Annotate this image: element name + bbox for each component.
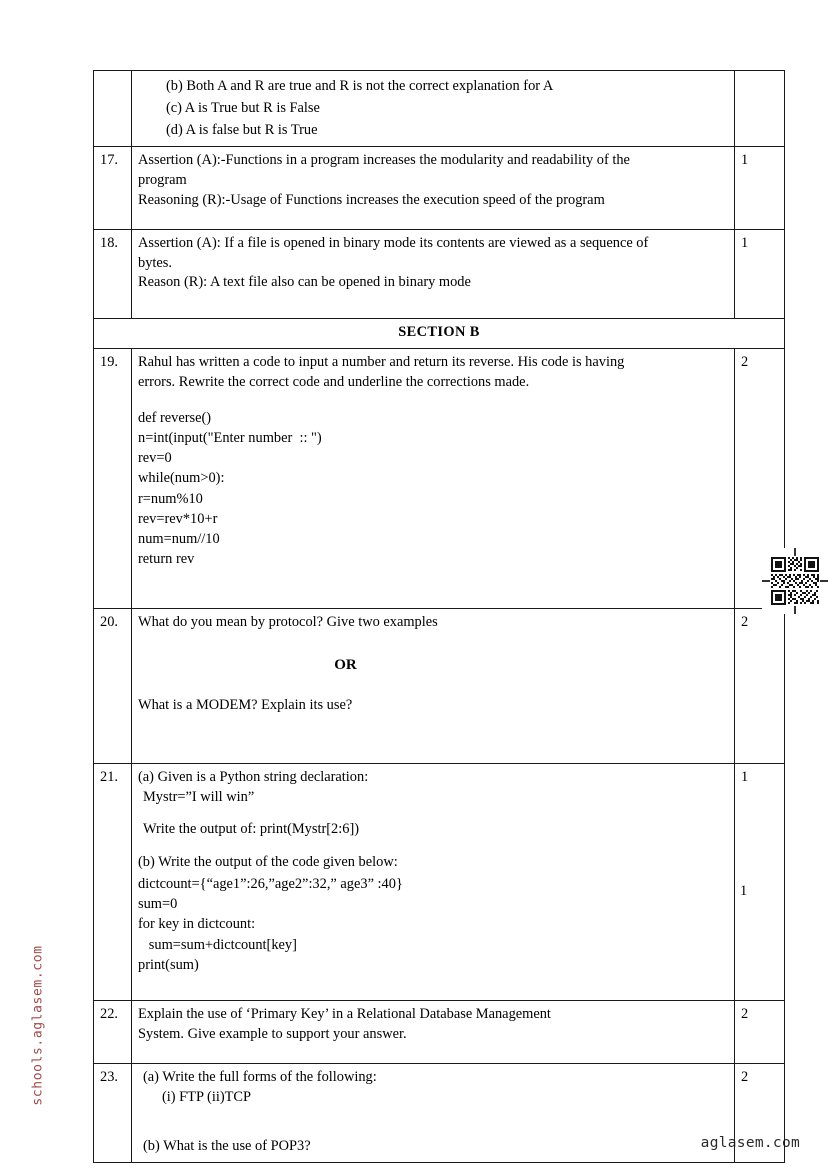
question-number-23: 23. <box>94 1063 132 1163</box>
marks-22: 2 <box>735 1000 785 1063</box>
code-line: for key in dictcount: <box>138 916 256 933</box>
table-row-question-17 <box>94 147 785 230</box>
table-row-question-23 <box>94 1063 785 1163</box>
spacer <box>138 1107 728 1137</box>
code-line: sum=0 <box>138 896 178 913</box>
question-20-primary: What do you mean by protocol? Give two examples <box>138 614 438 631</box>
question-paper-table <box>93 70 785 1163</box>
question-23-part-b: (b) What is the use of POP3? <box>143 1138 311 1155</box>
question-body-17 <box>132 147 735 230</box>
question-body-20 <box>132 609 735 763</box>
question-body-22 <box>132 1000 735 1063</box>
code-line: num=num//10 <box>138 530 220 547</box>
footer-watermark: aglasem.com <box>700 1135 800 1151</box>
marks-20: 2 <box>735 609 785 763</box>
question-number-19: 19. <box>94 349 132 609</box>
code-line: rev=rev*10+r <box>138 510 218 527</box>
side-watermark: schools.aglasem.com <box>30 945 46 1106</box>
marks-18: 1 <box>735 229 785 319</box>
marks-17: 1 <box>735 147 785 230</box>
question-18-line-3: Reason (R): A text file also can be opened in binary mode <box>138 274 471 291</box>
spacer <box>138 716 728 758</box>
marks-21-cell <box>735 763 785 1000</box>
table-row-options-carryover <box>94 71 785 147</box>
question-21-part-a-task: Write the output of: print(Mystr[2:6]) <box>143 821 360 838</box>
question-21-part-b-prompt: (b) Write the output of the code given below: <box>138 854 398 871</box>
table-row-question-21 <box>94 763 785 1000</box>
section-header-b: SECTION B <box>94 319 785 349</box>
marks-19: 2 <box>735 349 785 609</box>
code-line: n=int(input("Enter number :: ") <box>138 430 322 447</box>
qr-code <box>762 548 828 614</box>
question-18-line-1: Assertion (A): If a file is opened in binary mode its contents are viewed as a sequence of <box>138 234 649 251</box>
question-23-part-a: (a) Write the full forms of the following: <box>143 1068 377 1085</box>
code-line: return rev <box>138 551 195 568</box>
question-19-line-1: Rahul has written a code to input a number and return its reverse. His code is having <box>138 354 625 371</box>
question-number-20: 20. <box>94 609 132 763</box>
code-line: while(num>0): <box>138 470 225 487</box>
marks-blank <box>735 71 785 147</box>
table-row-section-header <box>94 319 785 349</box>
option-b: (b) Both A and R are true and R is not the correct explanation for A <box>166 78 554 94</box>
question-number-22: 22. <box>94 1000 132 1063</box>
question-23-part-a-items: (i) FTP (ii)TCP <box>162 1088 252 1105</box>
question-17-line-3: Reasoning (R):-Usage of Functions increases the execution speed of the program <box>138 191 605 208</box>
table-row-question-22 <box>94 1000 785 1063</box>
question-number-18: 18. <box>94 229 132 319</box>
code-line: sum=sum+dictcount[key] <box>138 936 297 953</box>
marks-23: 2 <box>735 1063 785 1163</box>
code-line: def reverse() <box>138 409 212 426</box>
question-21-code-block <box>138 874 728 975</box>
question-17-line-2: program <box>138 171 187 188</box>
option-d: (d) A is false but R is True <box>166 122 318 139</box>
code-line: print(sum) <box>138 956 199 973</box>
spacer <box>138 211 728 224</box>
question-22-line-2: System. Give example to support your answer. <box>138 1025 407 1042</box>
spacer <box>138 569 728 603</box>
question-17-line-1: Assertion (A):-Functions in a program increases the modularity and readability of the <box>138 152 630 169</box>
code-line: r=num%10 <box>138 490 203 507</box>
marks-21-part-a: 1 <box>741 768 749 785</box>
question-body-23 <box>132 1063 735 1163</box>
code-line: rev=0 <box>138 450 172 467</box>
question-19-line-2: errors. Rewrite the correct code and underline the corrections made. <box>138 374 530 391</box>
spacer <box>138 975 728 995</box>
question-body-18 <box>132 229 735 319</box>
spacer <box>138 807 728 820</box>
code-line: dictcount={“age1”:26,”age2”:32,” age3” :40} <box>138 876 403 893</box>
question-number-blank <box>94 71 132 147</box>
table-row-question-20 <box>94 609 785 763</box>
option-c: (c) A is True but R is False <box>166 100 320 117</box>
question-body-19 <box>132 349 735 609</box>
question-21-part-a-prompt: (a) Given is a Python string declaration: <box>138 768 369 785</box>
question-number-17: 17. <box>94 147 132 230</box>
spacer <box>138 676 728 696</box>
question-20-or-label: OR <box>334 657 357 674</box>
spacer <box>138 293 728 313</box>
table-row-question-18 <box>94 229 785 319</box>
question-21-part-a-declaration: Mystr=”I will win” <box>143 788 255 805</box>
spacer <box>138 1045 728 1058</box>
options-carryover-cell <box>132 71 735 147</box>
question-body-21 <box>132 763 735 1000</box>
question-number-21: 21. <box>94 763 132 1000</box>
question-22-line-1: Explain the use of ‘Primary Key’ in a Relational Database Management <box>138 1005 551 1022</box>
spacer <box>138 840 728 853</box>
marks-21-part-b: 1 <box>740 882 748 899</box>
question-20-alternate: What is a MODEM? Explain its use? <box>138 696 353 713</box>
table-row-question-19 <box>94 349 785 609</box>
question-19-code-block <box>138 408 728 569</box>
question-18-line-2: bytes. <box>138 254 172 271</box>
